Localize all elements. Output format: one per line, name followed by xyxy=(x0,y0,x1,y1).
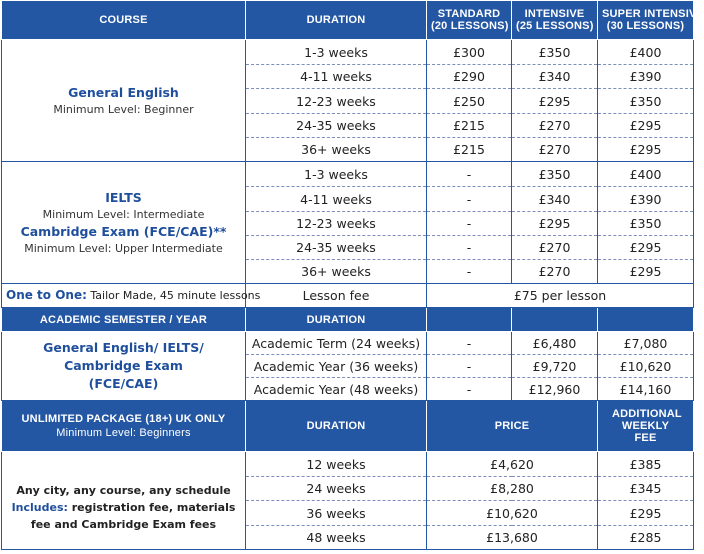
price-cell: £14,160 xyxy=(598,378,694,401)
table-row xyxy=(2,40,694,65)
price-cell: £295 xyxy=(512,89,598,114)
duration-cell: 24-35 weeks xyxy=(246,114,427,138)
price-cell: £7,080 xyxy=(598,332,694,355)
course-level: Minimum Level: Beginner xyxy=(53,102,194,116)
price-cell: - xyxy=(427,378,512,401)
header-duration: DURATION xyxy=(246,1,427,40)
price-cell: £6,480 xyxy=(512,332,598,355)
includes-text: registration fee, materials fee and Cambridge Exam fees xyxy=(30,501,236,531)
price-cell: £295 xyxy=(598,260,694,284)
course-title-cambridge: Cambridge Exam (FCE/CAE)** xyxy=(20,223,227,239)
duration-cell: 36+ weeks xyxy=(246,260,427,284)
duration-cell: 1-3 weeks xyxy=(246,162,427,187)
header-course: COURSE xyxy=(2,1,246,40)
duration-cell: 12-23 weeks xyxy=(246,212,427,236)
course-level-cambridge: Minimum Level: Upper Intermediate xyxy=(24,241,223,255)
price-cell: £270 xyxy=(512,138,598,162)
table-row xyxy=(2,452,694,477)
price-cell: £400 xyxy=(598,40,694,65)
price-cell: £300 xyxy=(427,40,512,65)
table-row xyxy=(2,332,694,355)
price-cell: - xyxy=(427,355,512,378)
price-cell: £250 xyxy=(427,89,512,114)
unlimited-includes xyxy=(8,499,239,533)
duration-cell: 36+ weeks xyxy=(246,138,427,162)
price-cell: £295 xyxy=(598,138,694,162)
price-cell: £270 xyxy=(512,114,598,138)
duration-cell: Lesson fee xyxy=(246,284,427,308)
price-cell: - xyxy=(427,162,512,187)
price-cell: £10,620 xyxy=(427,501,598,526)
academic-header-blank xyxy=(512,308,598,332)
table-row-one-to-one xyxy=(2,284,694,308)
price-cell: £215 xyxy=(427,114,512,138)
price-cell: - xyxy=(427,332,512,355)
duration-cell: 24 weeks xyxy=(246,477,427,501)
course-general-english xyxy=(2,40,246,162)
course-title: General English xyxy=(68,84,179,100)
price-cell: - xyxy=(427,187,512,212)
price-cell: £215 xyxy=(427,138,512,162)
price-cell: £295 xyxy=(512,212,598,236)
price-cell: £75 per lesson xyxy=(427,284,694,308)
table-header xyxy=(2,1,694,40)
header-standard: STANDARD (20 LESSONS) xyxy=(427,1,512,40)
one-to-one-label: One to One: xyxy=(6,288,87,302)
one-to-one-desc: Tailor Made, 45 minute lessons xyxy=(90,289,261,302)
price-cell: £350 xyxy=(512,162,598,187)
course-ielts-cambridge xyxy=(2,162,246,284)
price-cell: - xyxy=(427,260,512,284)
fee-cell: £345 xyxy=(598,477,694,501)
fee-cell: £295 xyxy=(598,501,694,526)
duration-cell: Academic Term (24 weeks) xyxy=(246,332,427,355)
course-academic xyxy=(2,332,246,401)
course-one-to-one xyxy=(2,284,261,308)
includes-label: Includes: xyxy=(11,501,68,514)
unlimited-header-price: PRICE xyxy=(427,401,598,452)
unlimited-header xyxy=(2,401,694,452)
duration-cell: 24-35 weeks xyxy=(246,236,427,260)
unlimited-header-duration: DURATION xyxy=(246,401,427,452)
unlimited-header-title xyxy=(2,401,246,452)
price-cell: £400 xyxy=(598,162,694,187)
price-cell: £10,620 xyxy=(598,355,694,378)
price-cell: £295 xyxy=(598,236,694,260)
table-row xyxy=(2,162,694,187)
academic-header-blank xyxy=(427,308,512,332)
academic-header-title: ACADEMIC SEMESTER / YEAR xyxy=(2,308,246,332)
price-cell: - xyxy=(427,236,512,260)
duration-cell: Academic Year (36 weeks) xyxy=(246,355,427,378)
price-cell: £12,960 xyxy=(512,378,598,401)
price-cell: £290 xyxy=(427,65,512,89)
price-cell: £350 xyxy=(598,89,694,114)
price-cell: £8,280 xyxy=(427,477,598,501)
course-unlimited xyxy=(2,452,246,550)
course-level: Minimum Level: Intermediate xyxy=(42,207,205,221)
price-cell: £270 xyxy=(512,260,598,284)
unlimited-subtitle: Minimum Level: Beginners xyxy=(56,427,191,439)
duration-cell: 12 weeks xyxy=(246,452,427,477)
price-cell: £9,720 xyxy=(512,355,598,378)
duration-cell: 12-23 weeks xyxy=(246,89,427,114)
duration-cell: 36 weeks xyxy=(246,501,427,526)
course-title: General English/ IELTS/ Cambridge Exam (FCE/CAE) xyxy=(43,340,204,391)
price-cell: £390 xyxy=(598,187,694,212)
fee-cell: £285 xyxy=(598,526,694,550)
price-cell: £270 xyxy=(512,236,598,260)
duration-cell: 4-11 weeks xyxy=(246,65,427,89)
price-cell: £340 xyxy=(512,187,598,212)
price-cell: £390 xyxy=(598,65,694,89)
duration-cell: 48 weeks xyxy=(246,526,427,550)
price-cell: £350 xyxy=(598,212,694,236)
price-cell: £295 xyxy=(598,114,694,138)
price-table xyxy=(1,0,704,550)
price-cell: £350 xyxy=(512,40,598,65)
course-title: IELTS xyxy=(105,189,142,205)
price-cell: - xyxy=(427,212,512,236)
academic-header-duration: DURATION xyxy=(246,308,427,332)
fee-cell: £385 xyxy=(598,452,694,477)
price-cell: £340 xyxy=(512,65,598,89)
price-cell: £4,620 xyxy=(427,452,598,477)
duration-cell: 4-11 weeks xyxy=(246,187,427,212)
header-super-intensive: SUPER INTENSIVE (30 LESSONS) xyxy=(598,1,694,40)
unlimited-header-fee: ADDITIONAL WEEKLY FEE xyxy=(598,401,694,452)
academic-header-blank xyxy=(598,308,694,332)
unlimited-title: UNLIMITED PACKAGE (18+) UK ONLY xyxy=(21,413,226,425)
academic-header xyxy=(2,308,694,332)
duration-cell: Academic Year (48 weeks) xyxy=(246,378,427,401)
unlimited-desc: Any city, any course, any schedule xyxy=(16,484,231,497)
duration-cell: 1-3 weeks xyxy=(246,40,427,65)
header-intensive: INTENSIVE (25 LESSONS) xyxy=(512,1,598,40)
price-cell: £13,680 xyxy=(427,526,598,550)
